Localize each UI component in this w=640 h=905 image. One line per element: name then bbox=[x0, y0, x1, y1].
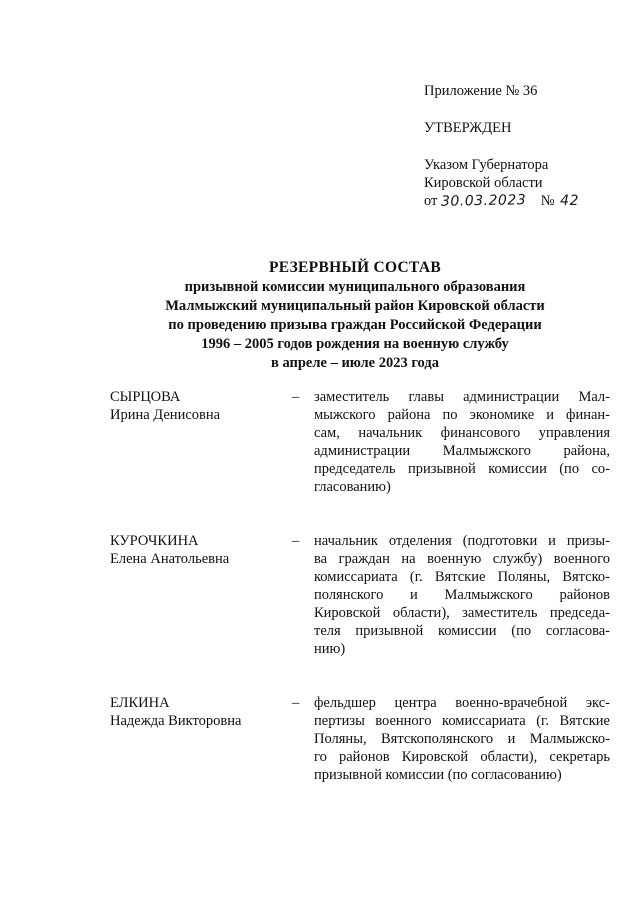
date-prefix: от bbox=[424, 193, 438, 209]
member-name bbox=[110, 694, 290, 784]
role-line: нию) bbox=[314, 641, 346, 657]
role-line: Кировской области), заместитель председа- bbox=[314, 605, 610, 621]
member-dash: – bbox=[292, 533, 300, 549]
member-surname: ЕЛКИНА bbox=[110, 695, 170, 711]
role-line: фельдшер центра военно-врачебной экс- bbox=[314, 695, 610, 711]
member-surname: КУРОЧКИНА bbox=[110, 533, 199, 549]
member-entry bbox=[110, 532, 610, 658]
title-line-3: по проведению призыва граждан Российской Федерации bbox=[168, 317, 542, 333]
approved-label: УТВЕРЖДЕН bbox=[424, 120, 512, 136]
role-line: сам, начальник финансового управления bbox=[314, 425, 610, 441]
member-role bbox=[314, 532, 610, 658]
role-line: го районов Кировской области), секретарь bbox=[314, 749, 610, 765]
role-line: заместитель главы администрации Мал- bbox=[314, 389, 610, 405]
member-name bbox=[110, 532, 290, 658]
member-given-names: Ирина Денисовна bbox=[110, 407, 221, 423]
member-name bbox=[110, 388, 290, 496]
approval-block bbox=[424, 82, 624, 210]
members-list bbox=[110, 388, 610, 784]
member-entry bbox=[110, 388, 610, 496]
role-line: призывной комиссии (по согласованию) bbox=[314, 767, 562, 783]
role-line: гласованию) bbox=[314, 479, 391, 495]
role-line: теля призывной комиссии (по согласова- bbox=[314, 623, 610, 639]
member-role bbox=[314, 694, 610, 784]
main-title: РЕЗЕРВНЫЙ СОСТАВ bbox=[268, 259, 442, 276]
role-line: председатель призывной комиссии (по со- bbox=[314, 461, 610, 477]
title-line-1: призывной комиссии муниципального образования bbox=[184, 279, 526, 295]
role-line: начальник отделения (подготовки и призы- bbox=[314, 533, 610, 549]
title-line-5: в апреле – июле 2023 года bbox=[271, 355, 439, 371]
role-line: Поляны, Вятскополянского и Малмыжско- bbox=[314, 731, 610, 747]
decree-line-1: Указом Губернатора bbox=[424, 157, 549, 173]
role-line: пертизы военного комиссариата (г. Вятские bbox=[314, 713, 610, 729]
decree-date-line bbox=[424, 192, 624, 210]
role-line: комиссариата (г. Вятские Поляны, Вятско- bbox=[314, 569, 610, 585]
member-entry bbox=[110, 694, 610, 784]
handwritten-number: 42 bbox=[560, 193, 579, 209]
member-given-names: Надежда Викторовна bbox=[110, 713, 242, 729]
number-prefix: № bbox=[540, 193, 555, 209]
document-title bbox=[100, 258, 610, 373]
title-line-2: Малмыжский муниципальный район Кировской области bbox=[165, 298, 545, 314]
role-line: мыжского района по экономике и финан- bbox=[314, 407, 610, 423]
member-surname: СЫРЦОВА bbox=[110, 389, 181, 405]
role-line: полянского и Малмыжского районов bbox=[314, 587, 610, 603]
role-line: администрации Малмыжского района, bbox=[314, 443, 610, 459]
member-dash: – bbox=[292, 695, 300, 711]
member-given-names: Елена Анатольевна bbox=[110, 551, 230, 567]
appendix-label: Приложение № 36 bbox=[424, 83, 538, 99]
decree-line-2: Кировской области bbox=[424, 175, 543, 191]
handwritten-date: 30.03.2023 bbox=[440, 192, 527, 210]
role-line: ва граждан на военную службу) военного bbox=[314, 551, 610, 567]
title-line-4: 1996 – 2005 годов рождения на военную службу bbox=[201, 336, 509, 352]
member-role bbox=[314, 388, 610, 496]
member-dash: – bbox=[292, 389, 300, 405]
